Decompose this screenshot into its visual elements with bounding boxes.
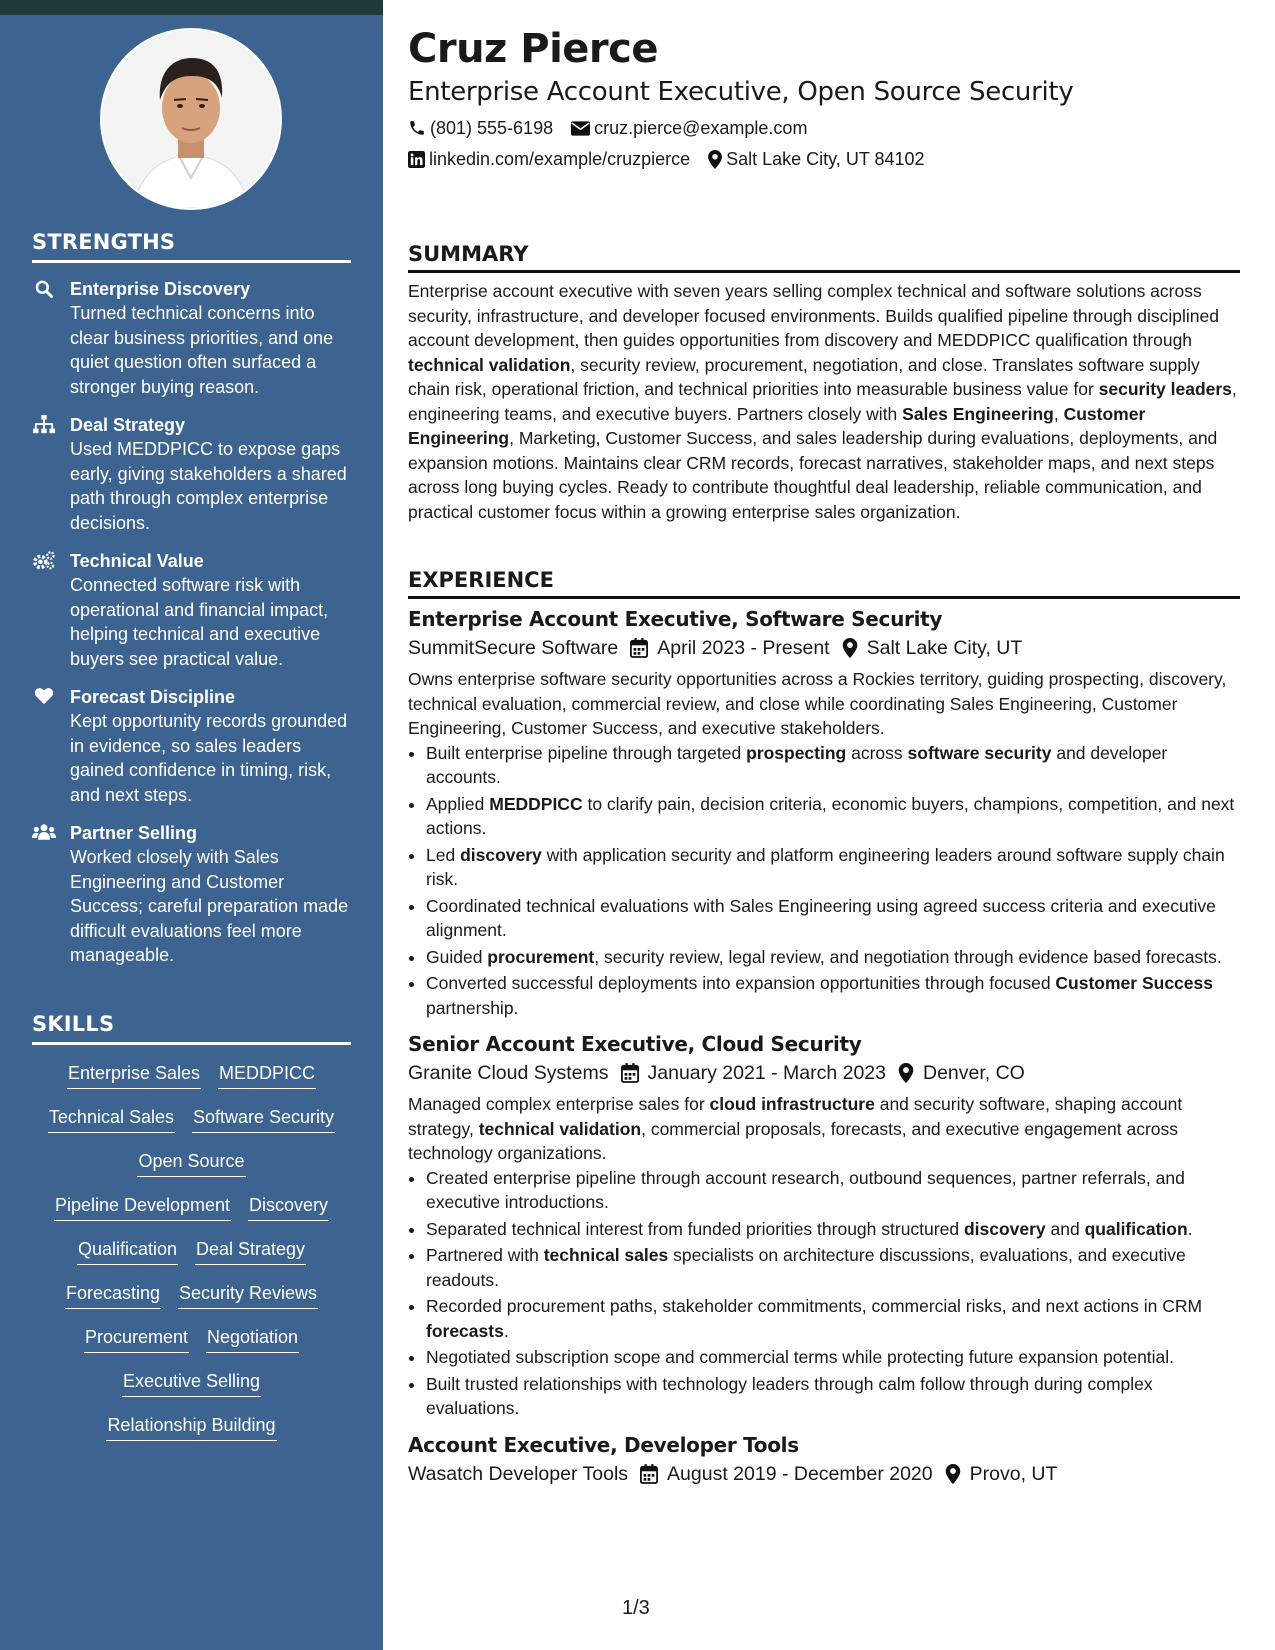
envelope-icon bbox=[571, 121, 590, 136]
bold-text: qualification bbox=[1084, 1218, 1188, 1239]
linkedin[interactable] bbox=[408, 148, 690, 170]
bullet-item bbox=[426, 894, 1240, 943]
strength-description: Turned technical concerns into clear business priorities, and one quiet question often surfaced a stronger buying reason. bbox=[70, 303, 334, 397]
text-run: , commercial proposals, forecasts, and executive engagement across technology organizations. bbox=[408, 1118, 1179, 1163]
skill-tag: Executive Selling bbox=[122, 1367, 261, 1397]
strength-description: Used MEDDPICC to expose gaps early, giving stakeholders a shared path through complex enterprise decisions. bbox=[70, 439, 347, 533]
job-dates bbox=[621, 1058, 886, 1088]
sidebar-top-bar bbox=[0, 0, 383, 15]
experience-section bbox=[408, 568, 1240, 1499]
heart-icon bbox=[32, 687, 56, 807]
text-run: Managed complex enterprise sales for bbox=[408, 1094, 710, 1114]
bullet-item bbox=[426, 1345, 1240, 1370]
job-bullets bbox=[408, 741, 1240, 1021]
strength-description: Worked closely with Sales Engineering and Customer Success; careful preparation made difficult evaluations feel more manageable. bbox=[70, 847, 349, 965]
bold-text: discovery bbox=[963, 1218, 1046, 1239]
text-run: Built trusted relationships with technology leaders through calm follow through during complex evaluations. bbox=[426, 1373, 1153, 1418]
skills-section bbox=[32, 1012, 351, 1455]
text-run: partnership. bbox=[426, 997, 519, 1018]
strength-body bbox=[70, 277, 351, 399]
strength-title: Partner Selling bbox=[70, 823, 198, 843]
job-title: Enterprise Account Executive, Software Security bbox=[408, 607, 943, 631]
bold-text: Customer Success bbox=[1055, 973, 1213, 993]
bullet-item bbox=[426, 792, 1240, 841]
text-run: Enterprise account executive with seven years selling complex technical and software solutions across security, infrastructure, and developer focused environments. Builds qualified pipeline through disciplined account development, then guides opportunities from discovery and MEDDPICC qualification through bbox=[408, 281, 1219, 350]
text-run: , Marketing, Customer Success, and sales leadership during evaluations, deployments, and expansion motions. Maintains clear CRM records, forecast narratives, stakeholder maps, and next steps across long buying cycles. Ready to contribute thoughtful deal leadership, reliable communication, and practical customer focus within a growing enterprise sales organization. bbox=[408, 428, 1218, 522]
skills-line bbox=[32, 1147, 351, 1191]
text-run: Created enterprise pipeline through account research, outbound sequences, partner referrals, and executive introductions. bbox=[426, 1167, 1185, 1212]
strengths-list bbox=[32, 277, 351, 968]
text-run: Separated technical interest from funded priorities through structured bbox=[426, 1218, 964, 1239]
skill-tag: Open Source bbox=[137, 1147, 245, 1177]
strength-item bbox=[32, 821, 351, 968]
job-meta bbox=[408, 633, 1240, 663]
calendar-icon bbox=[621, 1063, 648, 1083]
skill-tag: Procurement bbox=[84, 1323, 189, 1353]
map-pin-icon bbox=[898, 1063, 923, 1083]
job-dates bbox=[630, 633, 829, 663]
strength-item bbox=[32, 685, 351, 807]
job-entry bbox=[408, 1431, 1240, 1489]
summary-section bbox=[408, 242, 1240, 524]
email-text: cruz.pierce@example.com bbox=[594, 118, 808, 138]
job-title: Account Executive, Developer Tools bbox=[408, 1432, 799, 1457]
bold-text: technical sales bbox=[543, 1245, 669, 1265]
sidebar bbox=[0, 0, 383, 1650]
skill-tag: Deal Strategy bbox=[195, 1235, 306, 1265]
text-run: Owns enterprise software security opportunities across a Rockies territory, guiding prospecting, discovery, technical evaluation, commercial review, and close while coordinating Sales Engineering, Customer Engineering, Customer Success, and executive stakeholders. bbox=[408, 669, 1227, 738]
text-run: . bbox=[503, 1320, 509, 1341]
strength-title: Deal Strategy bbox=[70, 415, 186, 435]
bold-text: Customer Engineering bbox=[408, 403, 1146, 448]
linkedin-text: linkedin.com/example/cruzpierce bbox=[429, 149, 691, 169]
strengths-heading: STRENGTHS bbox=[32, 230, 351, 263]
bullet-item bbox=[426, 843, 1240, 892]
bold-text: discovery bbox=[460, 844, 542, 865]
dates-text: April 2023 - Present bbox=[657, 637, 830, 659]
page-number: 1/3 bbox=[622, 1597, 650, 1619]
email[interactable] bbox=[571, 117, 807, 139]
strength-body bbox=[70, 821, 351, 968]
job-location bbox=[842, 633, 1023, 663]
skills-line bbox=[32, 1323, 351, 1367]
text-run: specialists on architecture discussions, evaluations, and executive readouts. bbox=[426, 1245, 1186, 1290]
contact-row-2 bbox=[408, 148, 1240, 170]
skills-line bbox=[32, 1059, 351, 1103]
dates-text: January 2021 - March 2023 bbox=[647, 1062, 886, 1084]
job-entry bbox=[408, 605, 1240, 1020]
strengths-section bbox=[32, 230, 351, 982]
skills-line bbox=[32, 1367, 351, 1411]
bold-text: Sales Engineering bbox=[902, 403, 1054, 424]
bullet-item bbox=[426, 1217, 1240, 1242]
text-run: , security review, legal review, and negotiation through evidence based forecasts. bbox=[594, 946, 1222, 967]
text-run: with application security and platform engineering leaders around software supply chain risk. bbox=[426, 844, 1225, 889]
job-description bbox=[408, 667, 1240, 741]
summary-text bbox=[408, 279, 1240, 524]
gears-icon bbox=[32, 551, 56, 671]
profile-photo bbox=[102, 30, 280, 208]
text-run: Guided bbox=[426, 946, 488, 967]
text-run: Converted successful deployments into expansion opportunities through focused bbox=[426, 973, 1056, 993]
strength-title: Technical Value bbox=[70, 551, 204, 571]
strength-body bbox=[70, 413, 351, 535]
bullet-item bbox=[426, 1372, 1240, 1421]
strength-item bbox=[32, 277, 351, 399]
text-run: to clarify pain, decision criteria, economic buyers, champions, competition, and next actions. bbox=[426, 793, 1235, 838]
skills-line bbox=[32, 1279, 351, 1323]
phone bbox=[408, 117, 553, 139]
company-name: Wasatch Developer Tools bbox=[408, 1462, 629, 1485]
location-text: Denver, CO bbox=[922, 1062, 1025, 1084]
skill-tag: Pipeline Development bbox=[54, 1191, 231, 1221]
job-entry bbox=[408, 1030, 1240, 1421]
strength-item bbox=[32, 549, 351, 671]
bullet-item bbox=[426, 1294, 1240, 1343]
bullet-item bbox=[426, 1166, 1240, 1215]
skills-line bbox=[32, 1235, 351, 1279]
bold-text: procurement bbox=[487, 946, 595, 967]
main-content bbox=[408, 0, 1240, 1485]
bullet-item bbox=[426, 971, 1240, 1020]
skill-tag: Enterprise Sales bbox=[67, 1059, 201, 1089]
location-text: Salt Lake City, UT bbox=[866, 637, 1023, 659]
skill-tag: Negotiation bbox=[206, 1323, 299, 1353]
calendar-icon bbox=[630, 638, 657, 658]
candidate-name: Cruz Pierce bbox=[408, 26, 658, 72]
users-icon bbox=[32, 823, 56, 968]
strength-body bbox=[70, 685, 351, 807]
strength-body bbox=[70, 549, 351, 671]
location-text: Provo, UT bbox=[969, 1462, 1058, 1485]
bold-text: security leaders bbox=[1098, 379, 1232, 399]
text-run: and bbox=[1045, 1218, 1085, 1239]
job-location bbox=[898, 1058, 1025, 1088]
bullet-item bbox=[426, 741, 1240, 790]
skills-line bbox=[32, 1191, 351, 1235]
bold-text: cloud infrastructure bbox=[709, 1094, 875, 1114]
skills-line bbox=[32, 1103, 351, 1147]
dates-text: August 2019 - December 2020 bbox=[667, 1462, 933, 1485]
phone-text: (801) 555-6198 bbox=[430, 118, 554, 138]
calendar-icon bbox=[640, 1464, 667, 1484]
job-title: Senior Account Executive, Cloud Security bbox=[408, 1032, 862, 1056]
text-run: Recorded procurement paths, stakeholder commitments, commercial risks, and next actions in CRM bbox=[426, 1296, 1203, 1316]
avatar bbox=[100, 28, 282, 210]
skills-line bbox=[32, 1411, 351, 1455]
candidate-role: Enterprise Account Executive, Open Source Security bbox=[408, 77, 1074, 107]
strength-title: Enterprise Discovery bbox=[70, 279, 251, 299]
job-dates bbox=[640, 1459, 933, 1489]
bullet-item bbox=[426, 945, 1240, 970]
jobs-list bbox=[408, 605, 1240, 1489]
text-run: Built enterprise pipeline through targeted bbox=[426, 742, 747, 763]
skill-tag: Forecasting bbox=[65, 1279, 161, 1309]
strength-description: Connected software risk with operational and financial impact, helping technical and executive buyers see practical value. bbox=[70, 575, 329, 669]
skill-tag: Software Security bbox=[192, 1103, 335, 1133]
skill-tag: MEDDPICC bbox=[218, 1059, 316, 1089]
job-meta bbox=[408, 1459, 1240, 1489]
location-text: Salt Lake City, UT 84102 bbox=[726, 149, 925, 169]
bold-text: prospecting bbox=[746, 742, 847, 763]
contact-row-1 bbox=[408, 117, 1240, 139]
text-run: Coordinated technical evaluations with Sales Engineering using agreed success criteria and executive alignment. bbox=[426, 895, 1216, 940]
skills-heading: SKILLS bbox=[32, 1012, 351, 1045]
skill-tag: Discovery bbox=[248, 1191, 329, 1221]
job-meta bbox=[408, 1058, 1240, 1088]
text-run: Led bbox=[426, 844, 461, 865]
phone-icon bbox=[408, 119, 426, 137]
job-description bbox=[408, 1092, 1240, 1166]
skill-tag: Relationship Building bbox=[106, 1411, 276, 1441]
location bbox=[708, 148, 924, 170]
search-icon bbox=[32, 279, 56, 399]
text-run: across bbox=[846, 742, 908, 763]
map-pin-icon bbox=[708, 150, 722, 169]
job-bullets bbox=[408, 1166, 1240, 1421]
text-run: Partnered with bbox=[426, 1245, 544, 1265]
experience-heading: EXPERIENCE bbox=[408, 568, 1240, 599]
skills-list bbox=[32, 1059, 351, 1455]
bold-text: MEDDPICC bbox=[489, 793, 583, 814]
text-run: and developer accounts. bbox=[426, 742, 1168, 787]
job-location bbox=[945, 1459, 1058, 1489]
linkedin-icon bbox=[408, 151, 425, 168]
map-pin-icon bbox=[842, 638, 867, 658]
text-run: Applied bbox=[426, 793, 490, 814]
strength-item bbox=[32, 413, 351, 535]
bullet-item bbox=[426, 1243, 1240, 1292]
skill-tag: Technical Sales bbox=[48, 1103, 175, 1133]
company-name: SummitSecure Software bbox=[408, 637, 619, 659]
text-run: Negotiated subscription scope and commercial terms while protecting future expansion potential. bbox=[426, 1347, 1175, 1367]
bold-text: technical validation bbox=[478, 1118, 642, 1139]
strength-title: Forecast Discipline bbox=[70, 687, 236, 707]
text-run: , engineering teams, and executive buyers. Partners closely with bbox=[408, 379, 1237, 424]
bold-text: software security bbox=[907, 742, 1052, 763]
sitemap-icon bbox=[32, 415, 56, 535]
skill-tag: Qualification bbox=[77, 1235, 178, 1265]
text-run: . bbox=[1187, 1218, 1193, 1239]
map-pin-icon bbox=[945, 1464, 970, 1484]
company-name: Granite Cloud Systems bbox=[408, 1062, 609, 1084]
text-run: , bbox=[1053, 403, 1064, 424]
text-run: and security software, shaping account strategy, bbox=[408, 1094, 1183, 1139]
summary-heading: SUMMARY bbox=[408, 242, 1240, 273]
skill-tag: Security Reviews bbox=[178, 1279, 318, 1309]
bold-text: forecasts bbox=[426, 1320, 504, 1341]
bold-text: technical validation bbox=[408, 354, 571, 375]
text-run: , security review, procurement, negotiation, and close. Translates software supply chain risk, operational friction, and technical priorities into measurable business value for bbox=[408, 354, 1200, 399]
strength-description: Kept opportunity records grounded in evidence, so sales leaders gained confidence in timing, risk, and next steps. bbox=[70, 711, 348, 805]
